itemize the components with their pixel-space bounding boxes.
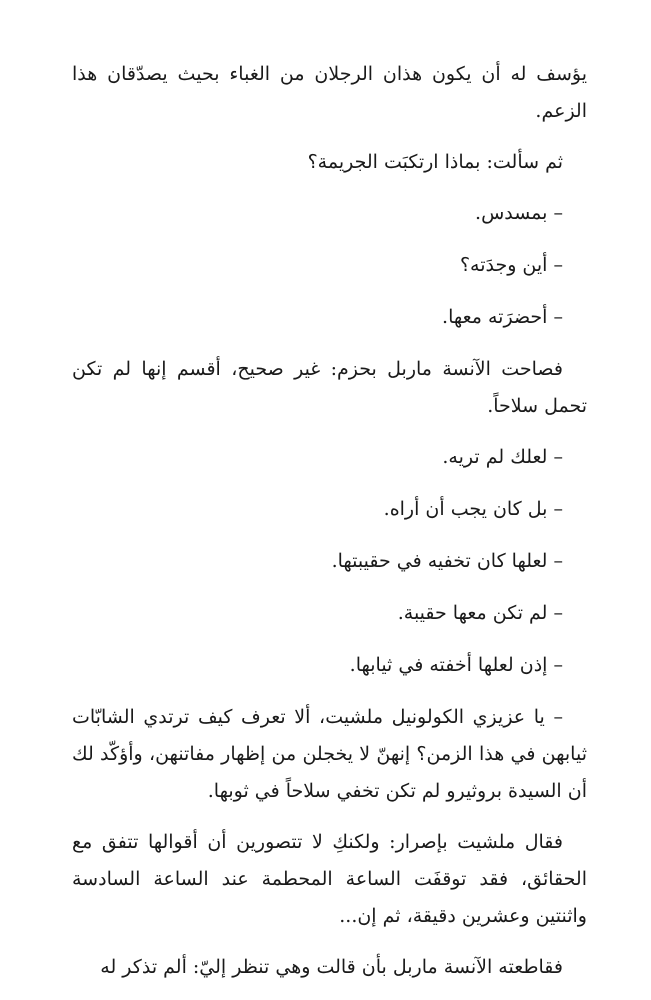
- dialogue-line: – أين وجدَته؟: [459, 254, 563, 276]
- paragraph: – يا عزيزي الكولونيل ملشيت، ألا تعرف كيف ترتدي الشابّات ثيابهن في هذا الزمن؟ إنهنّ لا يخجلن من إظهار مفاتنهن، وأؤكّد لك أن السيدة بروثيرو لم تكن تخفي سلاحاً في ثوبها.: [72, 706, 587, 802]
- dialogue-line: – إذن لعلها أخفته في ثيابها.: [349, 654, 563, 676]
- paragraph: يؤسف له أن يكون هذان الرجلان من الغباء بحيث يصدّقان هذا الزعم.: [72, 63, 587, 122]
- dialogue-line: – لعلك لم تريه.: [442, 446, 563, 468]
- paragraph: ثم سألت: بماذا ارتكبَت الجريمة؟: [307, 151, 563, 173]
- paragraph: فصاحت الآنسة ماربل بحزم: غير صحيح، أقسم إنها لم تكن تحمل سلاحاً.: [72, 358, 587, 417]
- paragraph: فقاطعته الآنسة ماربل بأن قالت وهي تنظر إليّ: ألم تذكر له: [100, 956, 563, 978]
- book-page: [72, 56, 587, 1000]
- dialogue-line: – بمسدس.: [475, 202, 563, 224]
- paragraph: فقال ملشيت بإصرار: ولكنكِ لا تتصورين أن أقوالها تتفق مع الحقائق، فقد توقفَت الساعة المحطمة عند الساعة السادسة واثنتين وعشرين دقيقة، ثم إن...: [72, 831, 587, 927]
- dialogue-line: – لم تكن معها حقيبة.: [397, 602, 563, 624]
- dialogue-line: – لعلها كان تخفيه في حقيبتها.: [331, 550, 563, 572]
- dialogue-line: – أحضرَته معها.: [442, 306, 563, 328]
- dialogue-line: – بل كان يجب أن أراه.: [383, 498, 563, 520]
